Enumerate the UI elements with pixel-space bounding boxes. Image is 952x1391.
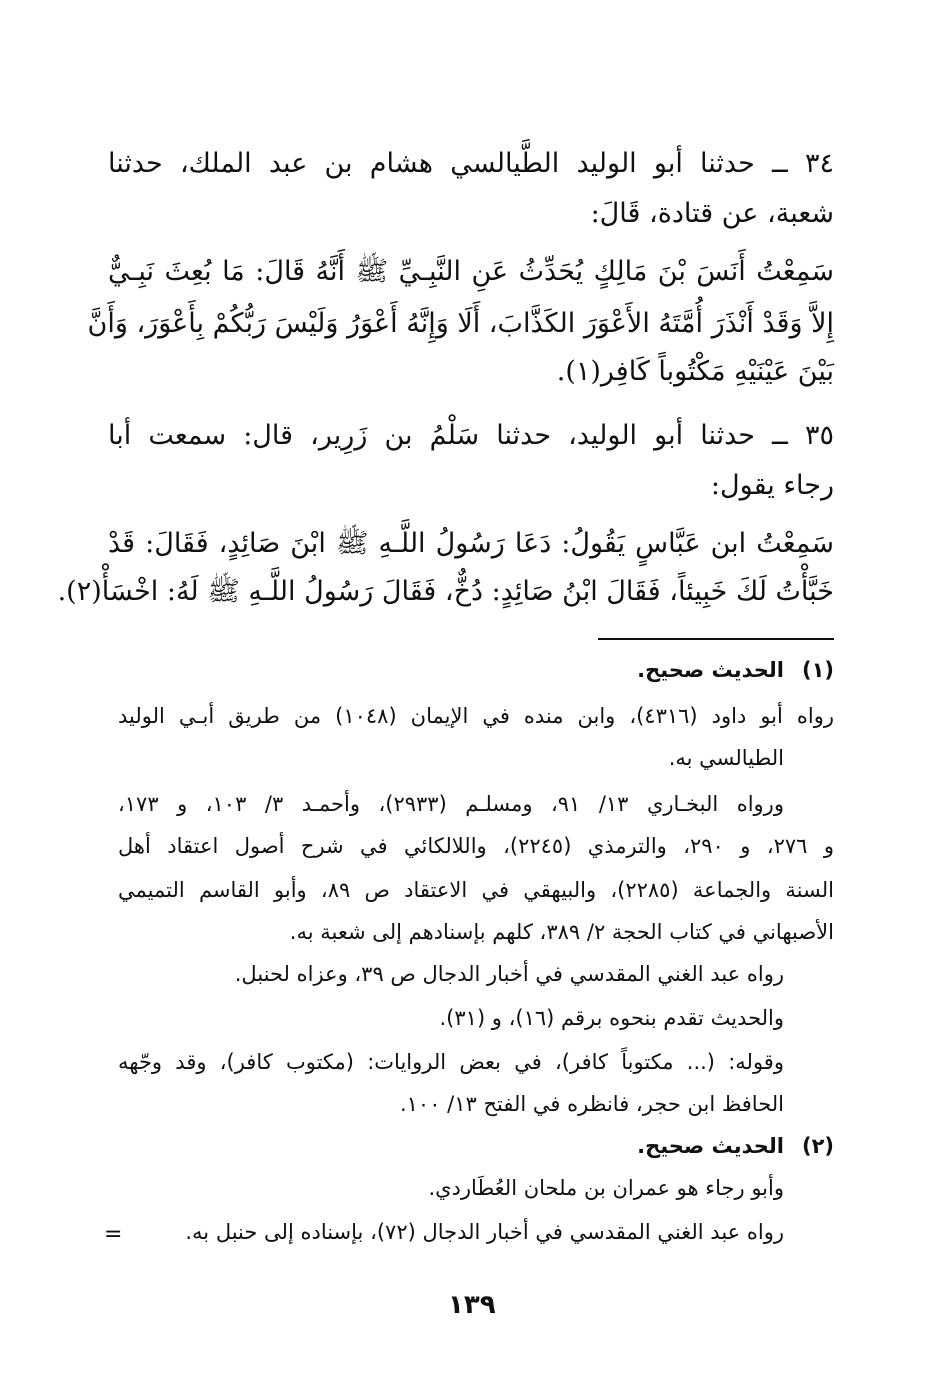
footnote-1-line7: رواه عبد الغني المقدسي في أخبار الدجال ص ٣٩، وعزاه لحنبل. <box>234 962 784 986</box>
page-number: ١٣٩ <box>448 1290 496 1320</box>
footnote-1-line3: ورواه البخـاري ١٣/ ٩١، ومسلـم (٢٩٣٣)، وأحمـد ٣/ ١٠٣، و ١٧٣، <box>118 792 784 816</box>
footnote-1-line2: الطيالسي به. <box>668 746 784 770</box>
footnote-1-line6: الأصبهاني في كتاب الحجة ٢/ ٣٨٩، كلهم بإسنادهم إلى شعبة به. <box>289 920 834 944</box>
hadith-35-isnad-line2: رجاء يقول: <box>710 470 834 501</box>
footnote-2-line2: رواه عبد الغني المقدسي في أخبار الدجال (٧٢)، بإسناده إلى حنبل به. <box>185 1220 784 1244</box>
footnote-1-line10: الحافظ ابن حجر، فانظره في الفتح ١٣/ ١٠٠. <box>399 1092 784 1116</box>
hadith-35-isnad-line1: ٣٥ ــ حدثنا أبو الوليد، حدثنا سَلْمُ بن زَرِير، قال: سمعت أبا <box>108 420 834 451</box>
hadith-34-matn-line1: سَمِعْتُ أَنَسَ بْنَ مَالِكٍ يُحَدِّثُ عَنِ النَّبِـيِّ ﷺ أَنَّهُ قَالَ: مَا بُعِثَ نَبِـيٌّ <box>108 256 834 287</box>
footnote-1-heading: الحديث صحيح. <box>637 658 784 682</box>
hadith-34-isnad-line2: شعبة، عن قتادة، قَالَ: <box>590 198 834 229</box>
hadith-35-matn-line2: خَبَّأْتُ لَكَ خَبِيئاً، فَقَالَ ابْنُ صَائِدٍ: دُخٌّ، فَقَالَ رَسُولُ اللَّـهِ ﷺ لَهُ: اخْسَأْ(٢). <box>57 576 834 607</box>
footnote-1-line4: و ٢٧٦، و ٢٩٠، والترمذي (٢٢٤٥)، واللالكائي في شرح أصول اعتقاد أهل <box>118 834 834 858</box>
footnote-separator <box>598 638 834 640</box>
footnote-1-line8: والحديث تقدم بنحوه برقم (١٦)، و (٣١). <box>439 1006 784 1030</box>
footnote-2-number: (٢) <box>801 1134 834 1158</box>
footnote-2-heading: الحديث صحيح. <box>637 1134 784 1158</box>
continuation-mark: = <box>104 1222 123 1247</box>
hadith-34-matn-line3: بَيْنَ عَيْنَيْهِ مَكْتُوباً كَافِر(١). <box>556 356 834 387</box>
hadith-35-matn-line1: سَمِعْتُ ابن عَبَّاسٍ يَقُولُ: دَعَا رَسُولُ اللَّـهِ ﷺ ابْنَ صَائِدٍ، فَقَالَ: قَدْ <box>108 528 834 559</box>
hadith-34-isnad-line1: ٣٤ ــ حدثنا أبو الوليد الطَّيالسي هشام بن عبد الملك، حدثنا <box>108 148 834 179</box>
hadith-34-matn-line2: إِلاَّ وَقَدْ أَنْذَرَ أُمَّتَهُ الأَعْوَرَ الكَذَّابَ، أَلَا وَإِنَّهُ أَعْوَرُ وَلَيْسَ رَبُّكُمْ بِأَعْوَرَ، وَأَنَّ <box>87 308 834 339</box>
footnote-1-number: (١) <box>801 658 834 682</box>
footnote-1-line9: وقوله: (... مكتوباً كافر)، في بعض الروايات: (مكتوب كافر)، وقد وجّهه <box>118 1050 784 1074</box>
footnote-1-line5: السنة والجماعة (٢٢٨٥)، والبيهقي في الاعتقاد ص ٨٩، وأبو القاسم التميمي <box>118 878 834 902</box>
footnote-1-line1: رواه أبو داود (٤٣١٦)، وابن منده في الإيمان (١٠٤٨) من طريق أبـي الوليد <box>118 704 834 728</box>
footnote-2-line1: وأبو رجاء هو عمران بن ملحان العُطَاردي. <box>428 1176 784 1200</box>
